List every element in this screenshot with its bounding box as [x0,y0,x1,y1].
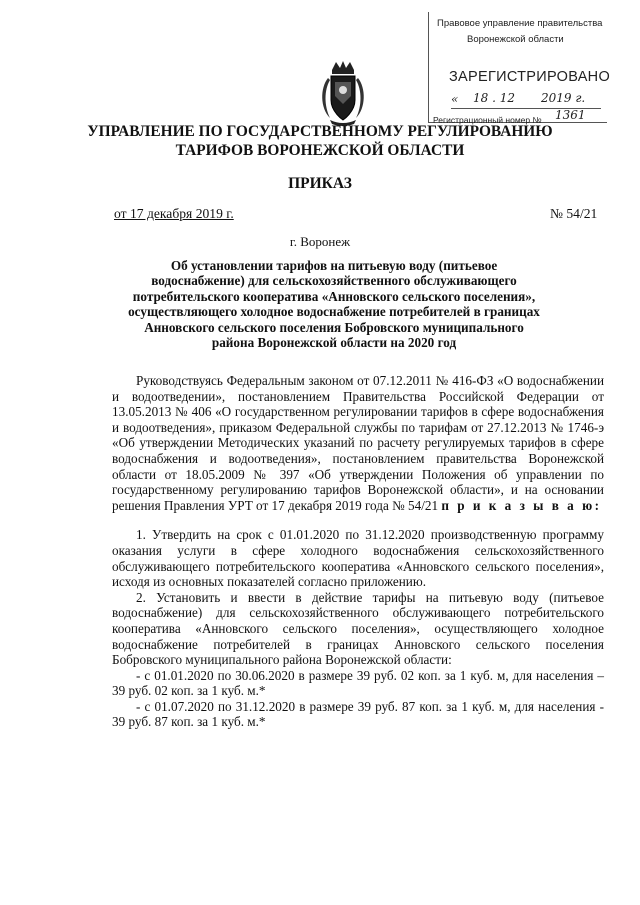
document-city: г. Воронеж [289,234,351,249]
item-1-paragraph: 1. Утвердить на срок с 01.01.2020 по 31.12.2020 производственную программу оказания услуги в сфере холодного водоснабжения сельскохозяйственного обслуживающего потребительского кооператива «Анновского сельского поселения», исходя из основных показателей согласно приложению. [112,527,604,590]
stamp-authority-line: Правовое управление правительства [437,18,603,29]
document-number: № 54/21 [550,206,598,221]
item-2-paragraph: 2. Установить и ввести в действие тарифы на питьевую воду (питьевое водоснабжение) для сельскохозяйственного обслуживающего потребительского кооператива «Анновского сельского поселения», осуществляющего холодное водоснабжение потребителей в границах Анновского сельского поселения Бобровского муниципального района Воронежской области: [112,589,604,668]
command-word: п р и к а з ы в а ю: [441,497,602,513]
preamble-paragraph [112,373,604,513]
stamp-date-year: 2019 г. [541,91,586,105]
stamp-reg-number: 1361 [555,108,586,122]
stamp-status: ЗАРЕГИСТРИРОВАНО [449,69,611,85]
document-date: от 17 декабря 2019 г. [114,206,234,221]
stamp-region-line: Воронежской области [467,34,564,45]
coat-of-arms-icon [318,60,368,128]
stamp-date-quote: « [451,92,459,106]
document-body [112,373,604,730]
document-type: ПРИКАЗ [288,175,352,192]
tariff-2-paragraph: - с 01.07.2020 по 31.12.2020 в размере 39 руб. 87 коп. за 1 куб. м, для населения - 39 руб. 87 коп. за 1 куб. м.* [112,698,604,730]
document-subject: Об установлении тарифов на питьевую воду (питьевое водоснабжение) для сельскохозяйственного обслуживающего потребительского кооператива «Анновского сельского поселения», осуществляющего холодное водоснабжение потребителей в границах Анновского сельского поселения Бобровского муниципального района Воронежской области на 2020 год [128,258,540,351]
stamp-date-day: 18 . 12 [473,91,515,105]
organization-name [0,122,640,160]
registration-stamp [428,12,611,125]
tariff-1-paragraph: - с 01.01.2020 по 30.06.2020 в размере 39 руб. 02 коп. за 1 куб. м, для населения – 39 руб. 02 коп. за 1 куб. м.* [112,667,604,699]
org-line-1: УПРАВЛЕНИЕ ПО ГОСУДАРСТВЕННОМУ РЕГУЛИРОВАНИЮ [87,123,553,140]
org-line-2: ТАРИФОВ ВОРОНЕЖСКОЙ ОБЛАСТИ [175,142,465,159]
preamble-text: Руководствуясь Федеральным законом от 07.12.2011 № 416-ФЗ «О водоснабжении и водоотведении», постановлением Правительства Российской Федерации от 13.05.2013 № 406 «О государственном регулировании тарифов в сфере водоснабжения и водоотведения», приказом Федеральной службы по тарифам от 27.12.2013 № 1746-э «Об утверждении Методических указаний по расчету регулируемых тарифов в сфере водоснабжения и водоотведения», постановлением правительства Воронежской области от 18.05.2009 № 397 «Об утверждении Положения об управлении по государственному регулированию тарифов Воронежской области», и на основании решения Правления УРТ от 17 декабря 2019 года № 54/21 [112,373,604,513]
stamp-reg-label: Регистрационный номер № [433,115,542,125]
